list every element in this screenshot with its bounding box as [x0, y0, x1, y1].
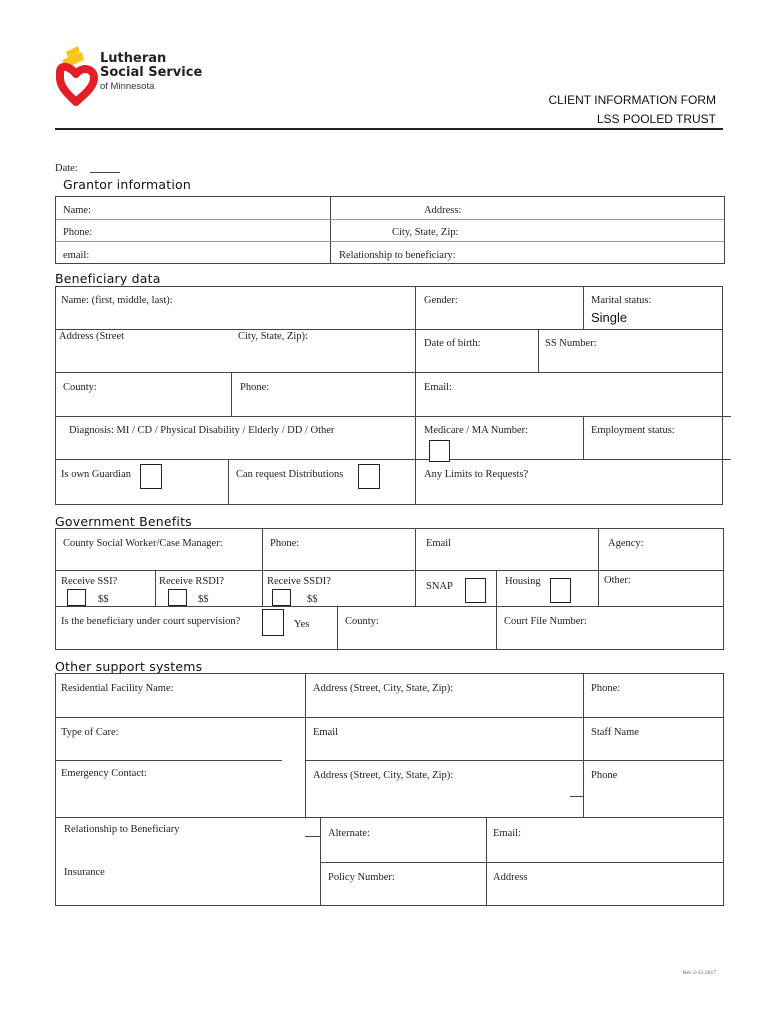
ben-v-county — [231, 372, 232, 416]
beneficiary-marital-field[interactable]: Marital status: — [591, 295, 652, 306]
oth-h2-short — [55, 760, 282, 761]
beneficiary-ssn-field[interactable]: SS Number: — [545, 338, 597, 349]
ben-v-marital — [583, 286, 584, 329]
housing-label: Housing — [505, 576, 541, 587]
beneficiary-employment-field[interactable]: Employment status: — [591, 425, 675, 436]
beneficiary-medicare-field[interactable]: Medicare / MA Number: — [424, 425, 529, 436]
oth-h3 — [55, 817, 724, 818]
gov-email-field[interactable]: Email — [426, 538, 452, 549]
limits-field[interactable]: Any Limits to Requests? — [424, 469, 529, 480]
beneficiary-city-field[interactable]: City, State, Zip): — [238, 331, 308, 342]
beneficiary-address-field[interactable]: Address (Street — [59, 331, 125, 342]
beneficiary-phone-field[interactable]: Phone: — [240, 382, 270, 393]
court-yes-label: Yes — [294, 619, 310, 630]
grantor-relationship-field[interactable]: Relationship to beneficiary: — [339, 250, 456, 261]
logo-line-2: Social Service — [100, 65, 203, 80]
grantor-city-field[interactable]: City, State, Zip: — [392, 227, 459, 238]
gov-v-county — [337, 606, 338, 650]
court-label: Is the beneficiary under court supervision? — [61, 616, 241, 627]
grantor-name-field[interactable]: Name: — [63, 205, 91, 216]
grantor-row-line-2 — [56, 241, 724, 242]
ssdi-dollars: $$ — [307, 594, 318, 605]
beneficiary-diagnosis-field[interactable]: Diagnosis: MI / CD / Physical Disability / Elderly / DD / Other — [69, 425, 335, 436]
grantor-section-title: Grantor information — [63, 177, 192, 192]
date-label: Date: — [55, 163, 78, 174]
ben-h1 — [55, 329, 723, 330]
ben-v-guardian — [228, 459, 229, 505]
oth-h4 — [320, 862, 724, 863]
revision-note: Rev 2-15-2017 — [682, 970, 716, 976]
beneficiary-email-field[interactable]: Email: — [424, 382, 452, 393]
other-benefits-field[interactable]: Other: — [604, 575, 631, 586]
oth-h1 — [55, 717, 724, 718]
ben-h3 — [55, 416, 731, 417]
ssdi-checkbox[interactable] — [272, 589, 291, 606]
oth-h2 — [305, 760, 724, 761]
relationship-field[interactable]: Relationship to Beneficiary — [64, 824, 180, 835]
gov-phone-field[interactable]: Phone: — [270, 538, 300, 549]
form-subtitle: LSS POOLED TRUST — [596, 112, 716, 126]
ssdi-label: Receive SSDI? — [267, 576, 331, 587]
oth-tick-2 — [305, 836, 320, 837]
grantor-divider — [330, 196, 331, 264]
beneficiary-marital-value[interactable]: Single — [591, 310, 628, 325]
facility-phone-field[interactable]: Phone: — [591, 683, 621, 694]
beneficiary-county-field[interactable]: County: — [63, 382, 97, 393]
gov-v-rsdi — [155, 570, 156, 606]
distributions-checkbox[interactable] — [358, 464, 380, 489]
ssi-checkbox[interactable] — [67, 589, 86, 606]
guardian-checkbox[interactable] — [140, 464, 162, 489]
beneficiary-dob-field[interactable]: Date of birth: — [424, 338, 481, 349]
beneficiary-name-field[interactable]: Name: (first, middle, last): — [61, 295, 173, 306]
court-county-field[interactable]: County: — [345, 616, 379, 627]
gov-h2 — [55, 606, 724, 607]
alternate-field[interactable]: Alternate: — [328, 828, 370, 839]
snap-label: SNAP — [426, 581, 453, 592]
rsdi-checkbox[interactable] — [168, 589, 187, 606]
care-type-field[interactable]: Type of Care: — [61, 727, 119, 738]
date-field[interactable] — [90, 172, 120, 173]
rsdi-dollars: $$ — [198, 594, 209, 605]
grantor-address-field[interactable]: Address: — [424, 205, 462, 216]
insurance-address-field[interactable]: Address — [493, 872, 528, 883]
emergency-address-field[interactable]: Address (Street, City, State, Zip): — [313, 770, 454, 781]
grantor-email-field[interactable]: email: — [63, 250, 90, 261]
guardian-label: Is own Guardian — [61, 469, 131, 480]
ssi-label: Receive SSI? — [61, 576, 118, 587]
alternate-email-field[interactable]: Email: — [493, 828, 521, 839]
ben-v-employment — [583, 416, 584, 459]
ben-v-ssn — [538, 329, 539, 372]
ben-h4 — [55, 459, 731, 460]
gov-v-housing — [496, 570, 497, 650]
facility-email-field[interactable]: Email — [313, 727, 339, 738]
gov-v-phone — [262, 528, 263, 606]
oth-v-email — [486, 817, 487, 906]
staff-name-field[interactable]: Staff Name — [591, 727, 639, 738]
government-section-title: Government Benefits — [55, 514, 192, 529]
beneficiary-gender-field[interactable]: Gender: — [424, 295, 458, 306]
emergency-phone-field[interactable]: Phone — [591, 770, 618, 781]
ben-h2 — [55, 372, 723, 373]
court-file-field[interactable]: Court File Number: — [504, 616, 587, 627]
grantor-row-line-1 — [56, 219, 724, 220]
oth-tick-1 — [570, 796, 584, 797]
housing-checkbox[interactable] — [550, 578, 571, 603]
court-checkbox[interactable] — [262, 609, 284, 636]
other-section-title: Other support systems — [55, 659, 203, 674]
lss-logo — [52, 44, 222, 106]
oth-v-address — [305, 673, 306, 817]
distributions-label: Can request Distributions — [236, 469, 344, 480]
grantor-phone-field[interactable]: Phone: — [63, 227, 93, 238]
gov-agency-field[interactable]: Agency: — [608, 538, 644, 549]
social-worker-field[interactable]: County Social Worker/Case Manager: — [63, 538, 223, 549]
snap-checkbox[interactable] — [465, 578, 486, 603]
header-rule — [55, 128, 723, 130]
oth-v-alternate — [320, 817, 321, 906]
gov-v-email — [415, 528, 416, 606]
facility-address-field[interactable]: Address (Street, City, State, Zip): — [313, 683, 454, 694]
gov-v-agency — [598, 528, 599, 606]
medicare-checkbox[interactable] — [429, 440, 450, 462]
beneficiary-section-title: Beneficiary data — [55, 271, 161, 286]
facility-name-field[interactable]: Residential Facility Name: — [61, 683, 174, 694]
ssi-dollars: $$ — [98, 594, 109, 605]
emergency-contact-field[interactable]: Emergency Contact: — [61, 768, 147, 779]
form-title: CLIENT INFORMATION FORM — [548, 93, 716, 107]
policy-number-field[interactable]: Policy Number: — [328, 872, 395, 883]
insurance-field[interactable]: Insurance — [64, 867, 105, 878]
logo-line-1: Lutheran — [100, 51, 167, 66]
lss-logo-mark — [52, 44, 100, 106]
rsdi-label: Receive RSDI? — [159, 576, 225, 587]
ben-v-main — [415, 286, 416, 505]
logo-line-3: of Minnesota — [100, 81, 155, 92]
